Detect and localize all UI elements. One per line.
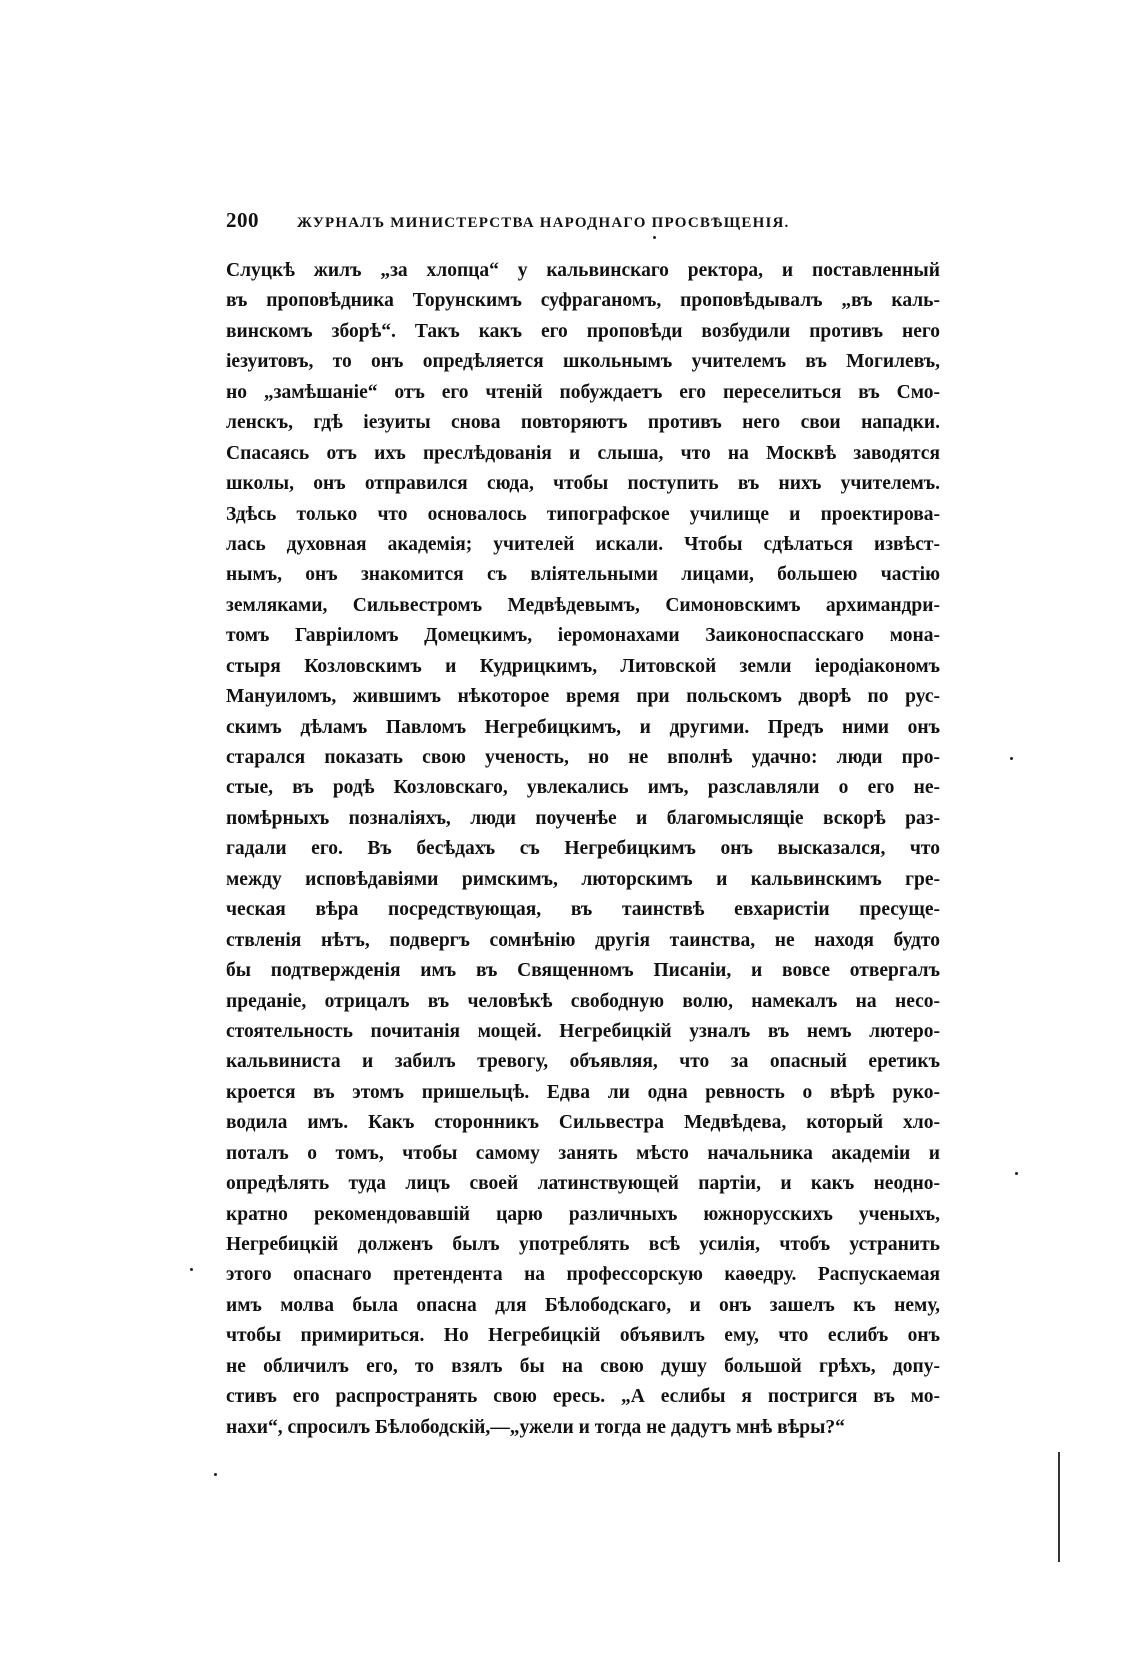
text-line: земляками, Сильвестромъ Медвѣдевымъ, Симоновскимъ архимандри- (226, 594, 940, 616)
text-line: опредѣлять туда лицъ своей латинствующей партіи, и какъ неодно- (226, 1173, 940, 1195)
text-line: гадали его. Въ бесѣдахъ съ Негребицкимъ онъ высказался, что (226, 838, 940, 860)
text-line: этого опаснаго претендента на профессорскую каѳедру. Распускаемая (226, 1264, 940, 1286)
text-line: Слуцкѣ жилъ „за хлопца“ у кальвинскаго ректора, и поставленный (226, 260, 940, 281)
scan-speck (214, 1473, 217, 1476)
page-header (226, 208, 926, 238)
text-line: ческая вѣра посредствующая, въ таинствѣ евхаристіи пресуще- (226, 899, 940, 921)
text-line: Мануиломъ, жившимъ нѣкоторое время при польскомъ дворѣ по рус- (226, 686, 940, 708)
text-line: не обличилъ его, то взялъ бы на свою душу большой грѣхъ, допу- (226, 1355, 940, 1377)
page-number: 200 (226, 208, 259, 232)
scan-speck (653, 236, 656, 239)
text-line: нахи“, спросилъ Бѣлободскій,—„ужели и тогда не дадутъ мнѣ вѣры?“ (226, 1416, 845, 1438)
text-line: Негребицкій долженъ былъ употреблять всѣ усилія, чтобъ устранить (226, 1234, 940, 1255)
scan-edge-line (1058, 1452, 1060, 1562)
text-line: школы, онъ отправился сюда, чтобы поступить въ нихъ учителемъ. (226, 473, 940, 495)
text-line: поталъ о томъ, чтобы самому занять мѣсто начальника академіи и (226, 1142, 940, 1164)
text-line: стивъ его распространять свою ересь. „А еслибы я постригся въ мо- (226, 1386, 940, 1408)
text-line: но „замѣшаніе“ отъ его чтеній побуждаетъ его переселиться въ Смо- (226, 381, 940, 403)
text-line: Спасаясь отъ ихъ преслѣдованія и слыша, что на Москвѣ заводятся (226, 442, 940, 464)
text-line: кратно рекомендовавшій царю различныхъ южнорусскихъ ученыхъ, (226, 1203, 940, 1225)
scan-speck (190, 1268, 193, 1271)
text-line: лась духовная академія; учителей искали. Чтобы сдѣлаться извѣст- (226, 533, 940, 555)
scan-speck (1015, 1172, 1018, 1175)
body-text (226, 256, 940, 1443)
text-line: преданіе, отрицалъ въ человѣкѣ свободную волю, намекалъ на несо- (226, 990, 940, 1012)
scan-speck (1010, 757, 1013, 760)
text-line: стые, въ родѣ Козловскаго, увлекались имъ, разславляли о его не- (226, 777, 940, 799)
text-line: нымъ, онъ знакомится съ вліятельными лицами, большею частію (226, 564, 940, 586)
text-line: Здѣсь только что основалось типографское училище и проектирова- (226, 503, 940, 525)
text-line: помѣрныхъ позналіяхъ, люди поученѣе и благомыслящіе вскорѣ раз- (226, 807, 940, 829)
text-line: стоятельность почитанія мощей. Негребицкій узналъ въ немъ лютеро- (226, 1020, 940, 1042)
text-line: старался показать свою ученость, но не вполнѣ удачно: люди про- (226, 747, 940, 768)
text-line: ствленія нѣтъ, подвергъ сомнѣнію другія таинства, не находя будто (226, 929, 940, 951)
text-line: ленскъ, гдѣ іезуиты снова повторяютъ противъ него свои нападки. (226, 412, 940, 434)
text-line: чтобы примириться. Но Негребицкій объявилъ ему, что еслибъ онъ (226, 1325, 940, 1347)
text-line: между исповѣдавіями римскимъ, люторскимъ и кальвинскимъ гре- (226, 868, 940, 890)
text-line: имъ молва была опасна для Бѣлободскаго, и онъ зашелъ къ нему, (226, 1294, 940, 1316)
text-line: стыря Козловскимъ и Кудрицкимъ, Литовской земли іеродіакономъ (226, 655, 940, 677)
text-line: въ проповѣдника Торунскимъ суфраганомъ, проповѣдывалъ „въ каль- (226, 290, 940, 312)
text-line: скимъ дѣламъ Павломъ Негребицкимъ, и другими. Предъ ними онъ (226, 716, 940, 738)
text-line: кальвиниста и забилъ тревогу, объявляя, что за опасный еретикъ (226, 1051, 940, 1073)
text-line: винскомъ зборѣ“. Такъ какъ его проповѣди возбудили противъ него (226, 320, 940, 342)
text-line: водила имъ. Какъ сторонникъ Сильвестра Медвѣдева, который хло- (226, 1112, 940, 1134)
running-title: ЖУРНАЛЪ МИНИСТЕРСТВА НАРОДНАГО ПРОСВѢЩЕНІЯ. (297, 215, 790, 231)
text-line: бы подтвержденія имъ въ Священномъ Писаніи, и вовсе отвергалъ (226, 960, 940, 982)
text-line: кроется въ этомъ пришельцѣ. Едва ли одна ревность о вѣрѣ руко- (226, 1081, 940, 1103)
text-line: іезуитовъ, то онъ опредѣляется школьнымъ учителемъ въ Могилевъ, (226, 351, 940, 373)
text-line: томъ Гавріиломъ Домецкимъ, іеромонахами Заиконоспасскаго мона- (226, 625, 940, 647)
